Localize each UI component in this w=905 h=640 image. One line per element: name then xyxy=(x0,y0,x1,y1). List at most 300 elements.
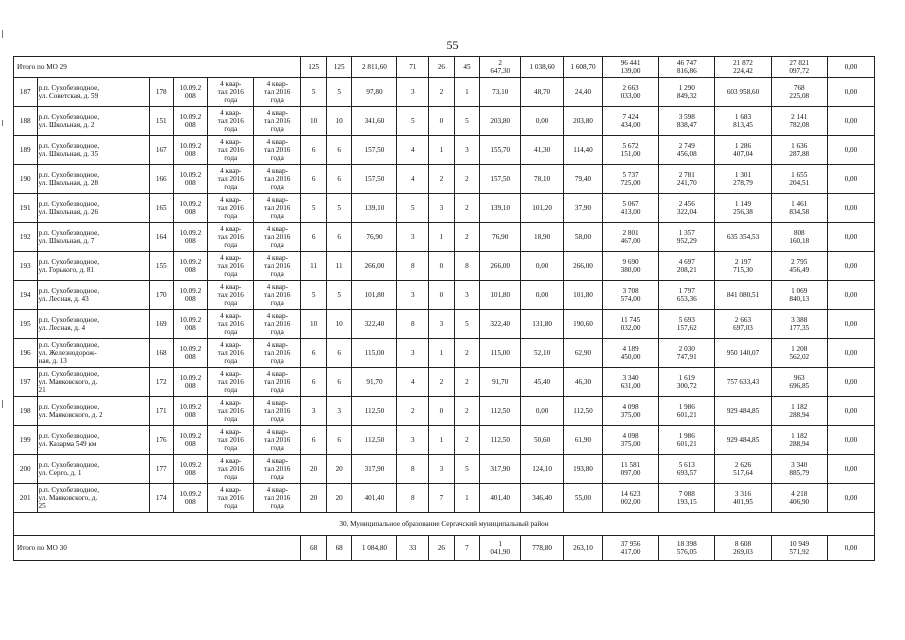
document-number-cell: 151 xyxy=(149,107,173,136)
apartments-total-cell: 10 xyxy=(301,310,327,339)
cost-local-cell: 1 208 562,02 xyxy=(771,339,827,368)
area-municipal-cell: 101,80 xyxy=(564,281,603,310)
cost-local-cell: 1 069 840,13 xyxy=(771,281,827,310)
residents-total-cell: 3 xyxy=(397,281,429,310)
cost-local-cell: 1 461 834,58 xyxy=(771,194,827,223)
document-date-cell: 10.09.2 008 xyxy=(173,252,208,281)
cost-region-cell: 2 626 517,64 xyxy=(715,455,771,484)
demolition-date-cell: 4 квар- тал 2016 года xyxy=(254,136,301,165)
area-municipal-cell: 114,40 xyxy=(564,136,603,165)
area-total-cell: 91,70 xyxy=(352,368,397,397)
residents-1-cell: 3 xyxy=(429,194,455,223)
cost-fund-cell: 1 797 653,36 xyxy=(659,281,715,310)
cost-region-cell: 1 149 256,38 xyxy=(715,194,771,223)
cost-local-cell: 808 160,18 xyxy=(771,223,827,252)
cost-total-cell: 5 067 413,00 xyxy=(602,194,658,223)
apartments-total-cell: 125 xyxy=(301,57,327,78)
area-resettle-cell: 401,40 xyxy=(480,484,521,513)
table-row xyxy=(14,484,875,513)
area-owned-cell: 48,70 xyxy=(521,78,564,107)
area-resettle-cell: 91,70 xyxy=(480,368,521,397)
document-date-cell: 10.09.2 008 xyxy=(173,107,208,136)
area-municipal-cell: 24,40 xyxy=(564,78,603,107)
cost-total-cell: 2 801 467,00 xyxy=(602,223,658,252)
address-cell: р.п. Сухобезводное, ул. Казарма 549 км xyxy=(37,426,149,455)
address-cell: р.п. Сухобезводное, ул. Советская, д. 59 xyxy=(37,78,149,107)
planned-date-cell: 4 квар- тал 2016 года xyxy=(208,165,254,194)
table-row xyxy=(14,136,875,165)
residents-total-cell: 33 xyxy=(397,536,429,561)
cost-extra-cell: 0,00 xyxy=(827,165,874,194)
document-number-cell: 155 xyxy=(149,252,173,281)
residents-total-cell: 5 xyxy=(397,194,429,223)
document-date-cell: 10.09.2 008 xyxy=(173,281,208,310)
cost-region-cell: 2 197 715,30 xyxy=(715,252,771,281)
scan-mark xyxy=(2,30,3,38)
demolition-date-cell: 4 квар- тал 2016 года xyxy=(254,252,301,281)
area-municipal-cell: 203,80 xyxy=(564,107,603,136)
document-number-cell: 169 xyxy=(149,310,173,339)
cost-fund-cell: 1 290 849,32 xyxy=(659,78,715,107)
residents-1-cell: 1 xyxy=(429,136,455,165)
cost-extra-cell: 0,00 xyxy=(827,107,874,136)
planned-date-cell: 4 квар- тал 2016 года xyxy=(208,339,254,368)
area-municipal-cell: 79,40 xyxy=(564,165,603,194)
planned-date-cell: 4 квар- тал 2016 года xyxy=(208,136,254,165)
cost-region-cell: 21 872 224,42 xyxy=(715,57,771,78)
cost-region-cell: 8 608 269,03 xyxy=(715,536,771,561)
cost-extra-cell: 0,00 xyxy=(827,78,874,107)
apartments-total-cell: 6 xyxy=(301,368,327,397)
apartments-total-cell: 20 xyxy=(301,455,327,484)
residents-2-cell: 2 xyxy=(454,397,480,426)
row-number-cell: 194 xyxy=(14,281,38,310)
residents-2-cell: 2 xyxy=(454,339,480,368)
residents-2-cell: 3 xyxy=(454,281,480,310)
residents-1-cell: 0 xyxy=(429,252,455,281)
area-owned-cell: 346,40 xyxy=(521,484,564,513)
document-number-cell: 171 xyxy=(149,397,173,426)
cost-fund-cell: 2 030 747,91 xyxy=(659,339,715,368)
total-label: Итого по МО 29 xyxy=(14,57,301,78)
residents-2-cell: 2 xyxy=(454,223,480,252)
document-number-cell: 167 xyxy=(149,136,173,165)
apartments-resettled-cell: 10 xyxy=(326,310,352,339)
row-number-cell: 201 xyxy=(14,484,38,513)
area-total-cell: 112,50 xyxy=(352,397,397,426)
planned-date-cell: 4 квар- тал 2016 года xyxy=(208,484,254,513)
address-cell: р.п. Сухобезводное, ул. Горького, д. 81 xyxy=(37,252,149,281)
cost-fund-cell: 1 986 601,21 xyxy=(659,397,715,426)
apartments-total-cell: 3 xyxy=(301,397,327,426)
area-resettle-cell: 155,70 xyxy=(480,136,521,165)
planned-date-cell: 4 квар- тал 2016 года xyxy=(208,310,254,339)
address-cell: р.п. Сухобезводное, ул. Лесная, д. 4 xyxy=(37,310,149,339)
document-date-cell: 10.09.2 008 xyxy=(173,78,208,107)
document-number-cell: 170 xyxy=(149,281,173,310)
area-owned-cell: 778,80 xyxy=(521,536,564,561)
residents-total-cell: 8 xyxy=(397,455,429,484)
residents-total-cell: 3 xyxy=(397,78,429,107)
demolition-date-cell: 4 квар- тал 2016 года xyxy=(254,281,301,310)
table-row xyxy=(14,281,875,310)
area-owned-cell: 0,00 xyxy=(521,281,564,310)
cost-total-cell: 9 690 380,00 xyxy=(602,252,658,281)
area-municipal-cell: 61,90 xyxy=(564,426,603,455)
area-resettle-cell: 322,40 xyxy=(480,310,521,339)
document-number-cell: 168 xyxy=(149,339,173,368)
apartments-resettled-cell: 125 xyxy=(326,57,352,78)
apartments-total-cell: 6 xyxy=(301,165,327,194)
area-municipal-cell: 263,10 xyxy=(564,536,603,561)
area-municipal-cell: 58,00 xyxy=(564,223,603,252)
demolition-date-cell: 4 квар- тал 2016 года xyxy=(254,397,301,426)
cost-total-cell: 14 623 002,00 xyxy=(602,484,658,513)
area-resettle-cell: 112,50 xyxy=(480,397,521,426)
demolition-date-cell: 4 квар- тал 2016 года xyxy=(254,78,301,107)
document-number-cell: 174 xyxy=(149,484,173,513)
row-number-cell: 199 xyxy=(14,426,38,455)
area-total-cell: 401,40 xyxy=(352,484,397,513)
apartments-total-cell: 10 xyxy=(301,107,327,136)
cost-fund-cell: 2 749 456,08 xyxy=(659,136,715,165)
planned-date-cell: 4 квар- тал 2016 года xyxy=(208,455,254,484)
demolition-date-cell: 4 квар- тал 2016 года xyxy=(254,339,301,368)
apartments-resettled-cell: 6 xyxy=(326,165,352,194)
cost-total-cell: 2 663 033,00 xyxy=(602,78,658,107)
residents-total-cell: 3 xyxy=(397,426,429,455)
area-owned-cell: 45,40 xyxy=(521,368,564,397)
area-total-cell: 1 084,80 xyxy=(352,536,397,561)
document-number-cell: 177 xyxy=(149,455,173,484)
residents-2-cell: 2 xyxy=(454,194,480,223)
residents-1-cell: 2 xyxy=(429,78,455,107)
area-total-cell: 101,80 xyxy=(352,281,397,310)
apartments-resettled-cell: 6 xyxy=(326,339,352,368)
cost-total-cell: 5 672 151,00 xyxy=(602,136,658,165)
address-cell: р.п. Сухобезводное, ул. Маяковского, д. 21 xyxy=(37,368,149,397)
apartments-resettled-cell: 20 xyxy=(326,455,352,484)
address-cell: р.п. Сухобезводное, ул. Школьная, д. 7 xyxy=(37,223,149,252)
cost-local-cell: 1 636 287,88 xyxy=(771,136,827,165)
table-row xyxy=(14,165,875,194)
area-owned-cell: 50,60 xyxy=(521,426,564,455)
cost-total-cell: 11 581 097,00 xyxy=(602,455,658,484)
row-number-cell: 200 xyxy=(14,455,38,484)
document-number-cell: 164 xyxy=(149,223,173,252)
document-date-cell: 10.09.2 008 xyxy=(173,165,208,194)
cost-extra-cell: 0,00 xyxy=(827,426,874,455)
area-owned-cell: 41,30 xyxy=(521,136,564,165)
residents-1-cell: 1 xyxy=(429,223,455,252)
area-total-cell: 115,00 xyxy=(352,339,397,368)
table-row xyxy=(14,194,875,223)
area-owned-cell: 101,20 xyxy=(521,194,564,223)
cost-local-cell: 1 182 288,94 xyxy=(771,426,827,455)
address-cell: р.п. Сухобезводное, ул. Маяковского, д. 2 xyxy=(37,397,149,426)
residents-2-cell: 8 xyxy=(454,252,480,281)
residents-total-cell: 4 xyxy=(397,136,429,165)
area-total-cell: 139,10 xyxy=(352,194,397,223)
apartments-total-cell: 68 xyxy=(301,536,327,561)
residents-1-cell: 26 xyxy=(429,536,455,561)
cost-total-cell: 37 956 417,00 xyxy=(602,536,658,561)
document-date-cell: 10.09.2 008 xyxy=(173,223,208,252)
apartments-resettled-cell: 10 xyxy=(326,107,352,136)
residents-1-cell: 0 xyxy=(429,281,455,310)
document-date-cell: 10.09.2 008 xyxy=(173,484,208,513)
register-sheet xyxy=(13,56,875,561)
area-resettle-cell: 73,10 xyxy=(480,78,521,107)
cost-region-cell: 929 484,85 xyxy=(715,426,771,455)
apartments-resettled-cell: 68 xyxy=(326,536,352,561)
address-cell: р.п. Сухобезводное, ул. Железнодорож- ная, д. 13 xyxy=(37,339,149,368)
residents-1-cell: 7 xyxy=(429,484,455,513)
cost-extra-cell: 0,00 xyxy=(827,455,874,484)
address-cell: р.п. Сухобезводное, ул. Школьная, д. 28 xyxy=(37,165,149,194)
area-municipal-cell: 112,50 xyxy=(564,397,603,426)
table-row xyxy=(14,368,875,397)
cost-total-cell: 5 737 725,00 xyxy=(602,165,658,194)
document-date-cell: 10.09.2 008 xyxy=(173,397,208,426)
planned-date-cell: 4 квар- тал 2016 года xyxy=(208,78,254,107)
area-resettle-cell: 76,90 xyxy=(480,223,521,252)
cost-region-cell: 757 633,43 xyxy=(715,368,771,397)
area-owned-cell: 52,10 xyxy=(521,339,564,368)
cost-extra-cell: 0,00 xyxy=(827,194,874,223)
row-number-cell: 192 xyxy=(14,223,38,252)
apartments-resettled-cell: 3 xyxy=(326,397,352,426)
cost-total-cell: 7 424 434,00 xyxy=(602,107,658,136)
cost-local-cell: 27 821 097,72 xyxy=(771,57,827,78)
table-row xyxy=(14,223,875,252)
area-resettle-cell: 112,50 xyxy=(480,426,521,455)
row-number-cell: 191 xyxy=(14,194,38,223)
cost-total-cell: 3 340 631,00 xyxy=(602,368,658,397)
cost-fund-cell: 2 456 322,04 xyxy=(659,194,715,223)
cost-extra-cell: 0,00 xyxy=(827,136,874,165)
area-owned-cell: 18,90 xyxy=(521,223,564,252)
cost-local-cell: 1 655 204,51 xyxy=(771,165,827,194)
residents-total-cell: 4 xyxy=(397,165,429,194)
planned-date-cell: 4 квар- тал 2016 года xyxy=(208,252,254,281)
table-row xyxy=(14,426,875,455)
cost-fund-cell: 5 613 693,57 xyxy=(659,455,715,484)
cost-total-cell: 96 441 139,00 xyxy=(602,57,658,78)
cost-total-cell: 4 098 375,00 xyxy=(602,426,658,455)
area-resettle-cell: 1 041,90 xyxy=(480,536,521,561)
area-total-cell: 2 811,60 xyxy=(352,57,397,78)
demolition-date-cell: 4 квар- тал 2016 года xyxy=(254,368,301,397)
planned-date-cell: 4 квар- тал 2016 года xyxy=(208,397,254,426)
cost-extra-cell: 0,00 xyxy=(827,252,874,281)
area-owned-cell: 0,00 xyxy=(521,107,564,136)
area-municipal-cell: 62,90 xyxy=(564,339,603,368)
area-municipal-cell: 266,00 xyxy=(564,252,603,281)
cost-total-cell: 4 098 375,00 xyxy=(602,397,658,426)
residents-2-cell: 1 xyxy=(454,484,480,513)
residents-total-cell: 3 xyxy=(397,339,429,368)
table-row xyxy=(14,107,875,136)
page-number: 55 xyxy=(446,38,459,52)
demolition-date-cell: 4 квар- тал 2016 года xyxy=(254,455,301,484)
demolition-date-cell: 4 квар- тал 2016 года xyxy=(254,194,301,223)
residents-2-cell: 3 xyxy=(454,136,480,165)
cost-region-cell: 1 286 407,04 xyxy=(715,136,771,165)
cost-fund-cell: 1 619 300,72 xyxy=(659,368,715,397)
cost-extra-cell: 0,00 xyxy=(827,310,874,339)
cost-fund-cell: 2 781 241,70 xyxy=(659,165,715,194)
demolition-date-cell: 4 квар- тал 2016 года xyxy=(254,165,301,194)
cost-local-cell: 2 795 456,49 xyxy=(771,252,827,281)
total-label: Итого по МО 30 xyxy=(14,536,301,561)
cost-region-cell: 841 080,51 xyxy=(715,281,771,310)
area-owned-cell: 0,00 xyxy=(521,252,564,281)
document-date-cell: 10.09.2 008 xyxy=(173,310,208,339)
apartments-resettled-cell: 20 xyxy=(326,484,352,513)
residents-1-cell: 2 xyxy=(429,165,455,194)
planned-date-cell: 4 квар- тал 2016 года xyxy=(208,426,254,455)
apartments-total-cell: 5 xyxy=(301,281,327,310)
row-number-cell: 198 xyxy=(14,397,38,426)
cost-extra-cell: 0,00 xyxy=(827,397,874,426)
residents-1-cell: 0 xyxy=(429,397,455,426)
area-resettle-cell: 157,50 xyxy=(480,165,521,194)
cost-fund-cell: 46 747 816,86 xyxy=(659,57,715,78)
document-date-cell: 10.09.2 008 xyxy=(173,194,208,223)
area-owned-cell: 78,10 xyxy=(521,165,564,194)
area-municipal-cell: 193,80 xyxy=(564,455,603,484)
apartments-resettled-cell: 11 xyxy=(326,252,352,281)
row-number-cell: 190 xyxy=(14,165,38,194)
document-date-cell: 10.09.2 008 xyxy=(173,339,208,368)
residents-2-cell: 5 xyxy=(454,310,480,339)
residents-total-cell: 5 xyxy=(397,107,429,136)
cost-fund-cell: 18 398 576,05 xyxy=(659,536,715,561)
row-number-cell: 197 xyxy=(14,368,38,397)
residents-total-cell: 4 xyxy=(397,368,429,397)
area-owned-cell: 1 038,60 xyxy=(521,57,564,78)
residents-2-cell: 1 xyxy=(454,78,480,107)
cost-local-cell: 3 340 885,79 xyxy=(771,455,827,484)
area-owned-cell: 131,80 xyxy=(521,310,564,339)
residents-total-cell: 3 xyxy=(397,223,429,252)
area-total-cell: 97,80 xyxy=(352,78,397,107)
residents-2-cell: 2 xyxy=(454,368,480,397)
residents-1-cell: 1 xyxy=(429,339,455,368)
cost-fund-cell: 3 598 838,47 xyxy=(659,107,715,136)
cost-fund-cell: 4 697 208,21 xyxy=(659,252,715,281)
cost-region-cell: 929 484,85 xyxy=(715,397,771,426)
cost-extra-cell: 0,00 xyxy=(827,368,874,397)
cost-local-cell: 768 225,08 xyxy=(771,78,827,107)
apartments-resettled-cell: 5 xyxy=(326,281,352,310)
apartments-resettled-cell: 5 xyxy=(326,78,352,107)
table-row xyxy=(14,339,875,368)
cost-region-cell: 635 354,53 xyxy=(715,223,771,252)
planned-date-cell: 4 квар- тал 2016 года xyxy=(208,281,254,310)
address-cell: р.п. Сухобезводное, ул. Лесная, д. 43 xyxy=(37,281,149,310)
area-total-cell: 112,50 xyxy=(352,426,397,455)
document-number-cell: 165 xyxy=(149,194,173,223)
residents-1-cell: 26 xyxy=(429,57,455,78)
cost-local-cell: 963 696,85 xyxy=(771,368,827,397)
table-row xyxy=(14,310,875,339)
total-row-mo30 xyxy=(14,536,875,561)
cost-region-cell: 950 140,07 xyxy=(715,339,771,368)
area-total-cell: 322,40 xyxy=(352,310,397,339)
cost-total-cell: 4 189 450,00 xyxy=(602,339,658,368)
cost-region-cell: 603 958,60 xyxy=(715,78,771,107)
area-owned-cell: 124,10 xyxy=(521,455,564,484)
address-cell: р.п. Сухобезводное, ул. Серго, д. 1 xyxy=(37,455,149,484)
apartments-resettled-cell: 6 xyxy=(326,426,352,455)
document-date-cell: 10.09.2 008 xyxy=(173,426,208,455)
area-resettle-cell: 203,80 xyxy=(480,107,521,136)
area-total-cell: 266,00 xyxy=(352,252,397,281)
cost-local-cell: 2 141 782,08 xyxy=(771,107,827,136)
area-resettle-cell: 139,10 xyxy=(480,194,521,223)
residents-2-cell: 2 xyxy=(454,165,480,194)
row-number-cell: 188 xyxy=(14,107,38,136)
table-row xyxy=(14,252,875,281)
area-total-cell: 157,50 xyxy=(352,136,397,165)
apartments-resettled-cell: 6 xyxy=(326,223,352,252)
cost-region-cell: 3 316 401,95 xyxy=(715,484,771,513)
scan-mark xyxy=(2,400,3,408)
cost-local-cell: 10 949 571,92 xyxy=(771,536,827,561)
residents-1-cell: 1 xyxy=(429,426,455,455)
residents-2-cell: 5 xyxy=(454,455,480,484)
area-owned-cell: 0,00 xyxy=(521,397,564,426)
area-municipal-cell: 37,90 xyxy=(564,194,603,223)
cost-region-cell: 1 301 278,79 xyxy=(715,165,771,194)
address-cell: р.п. Сухобезводное, ул. Школьная, д. 35 xyxy=(37,136,149,165)
apartments-resettled-cell: 5 xyxy=(326,194,352,223)
row-number-cell: 193 xyxy=(14,252,38,281)
area-total-cell: 76,90 xyxy=(352,223,397,252)
apartments-total-cell: 11 xyxy=(301,252,327,281)
planned-date-cell: 4 квар- тал 2016 года xyxy=(208,223,254,252)
table-row xyxy=(14,397,875,426)
document-date-cell: 10.09.2 008 xyxy=(173,136,208,165)
apartments-total-cell: 5 xyxy=(301,194,327,223)
demolition-date-cell: 4 квар- тал 2016 года xyxy=(254,426,301,455)
area-municipal-cell: 190,60 xyxy=(564,310,603,339)
cost-extra-cell: 0,00 xyxy=(827,281,874,310)
area-resettle-cell: 101,80 xyxy=(480,281,521,310)
demolition-date-cell: 4 квар- тал 2016 года xyxy=(254,223,301,252)
row-number-cell: 189 xyxy=(14,136,38,165)
demolition-date-cell: 4 квар- тал 2016 года xyxy=(254,484,301,513)
planned-date-cell: 4 квар- тал 2016 года xyxy=(208,194,254,223)
address-cell: р.п. Сухобезводное, ул. Школьная, д. 2 xyxy=(37,107,149,136)
area-resettle-cell: 2 647,30 xyxy=(480,57,521,78)
table-row xyxy=(14,455,875,484)
area-municipal-cell: 55,00 xyxy=(564,484,603,513)
cost-fund-cell: 1 357 952,29 xyxy=(659,223,715,252)
cost-fund-cell: 5 693 157,62 xyxy=(659,310,715,339)
area-resettle-cell: 115,00 xyxy=(480,339,521,368)
area-municipal-cell: 1 608,70 xyxy=(564,57,603,78)
apartments-total-cell: 20 xyxy=(301,484,327,513)
residents-total-cell: 8 xyxy=(397,310,429,339)
apartments-total-cell: 6 xyxy=(301,136,327,165)
demolition-date-cell: 4 квар- тал 2016 года xyxy=(254,310,301,339)
cost-fund-cell: 7 088 193,15 xyxy=(659,484,715,513)
residents-2-cell: 5 xyxy=(454,107,480,136)
cost-region-cell: 1 683 813,45 xyxy=(715,107,771,136)
